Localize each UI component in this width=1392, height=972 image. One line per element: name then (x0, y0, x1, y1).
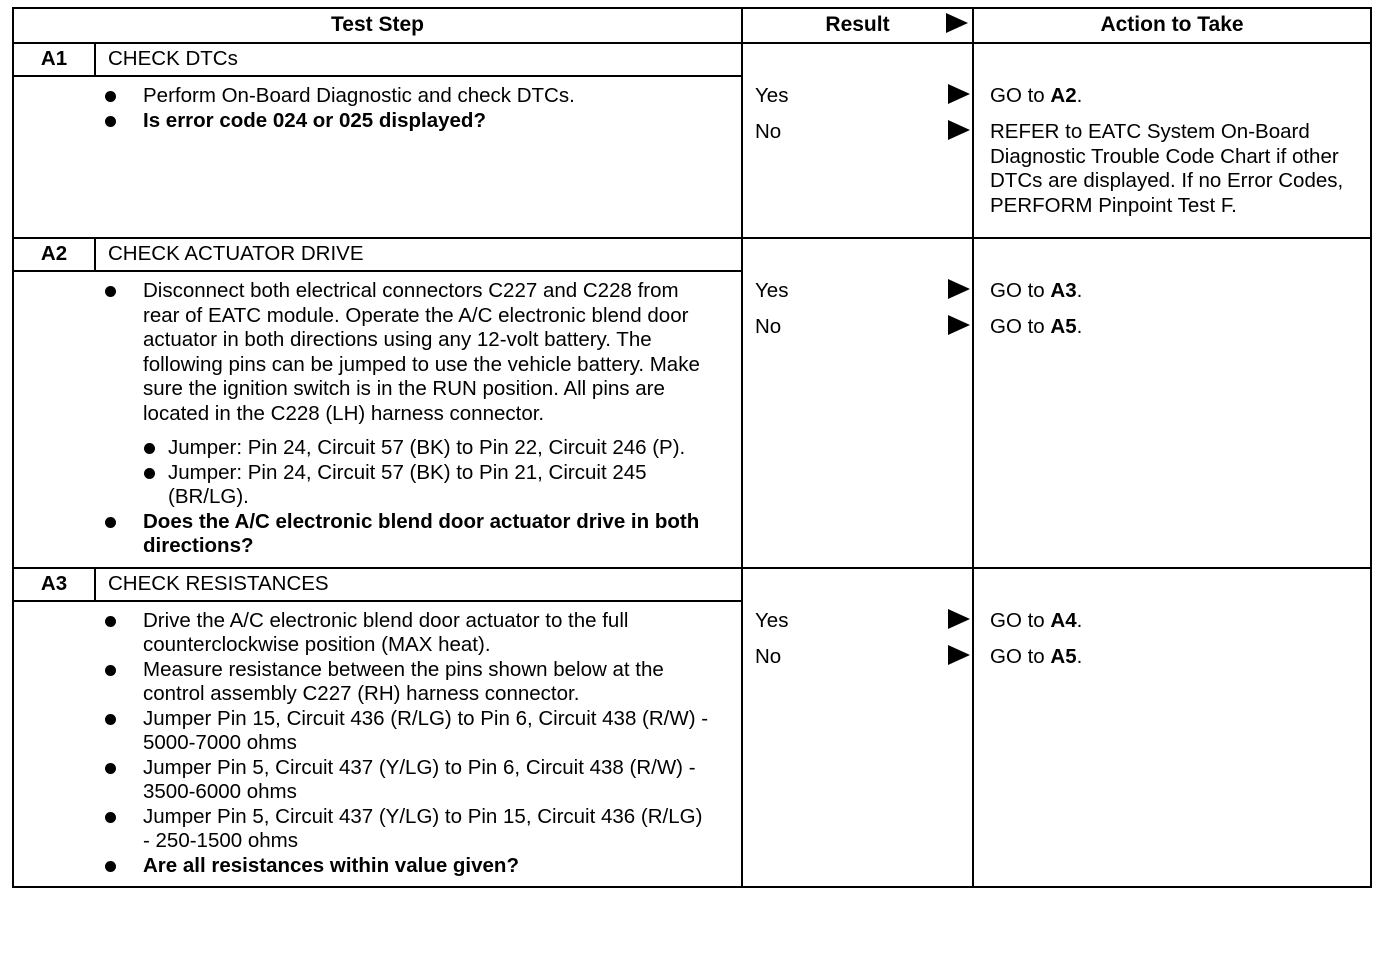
result-label: No (755, 120, 782, 143)
action-no (990, 120, 1356, 218)
result-label: Yes (755, 84, 789, 107)
arrow-right-icon (948, 609, 970, 629)
sub-bullets (143, 436, 711, 510)
arrow-right-icon (948, 645, 970, 665)
list-item (143, 279, 711, 510)
step-id: A3 (13, 568, 95, 601)
action-suffix: . (1076, 279, 1083, 302)
action-cell (973, 238, 1371, 568)
result-no (743, 645, 972, 681)
sub-list-item: Jumper: Pin 24, Circuit 57 (BK) to Pin 22, Circuit 246 (P). (168, 436, 711, 461)
step-title: CHECK RESISTANCES (95, 568, 742, 601)
result-yes (743, 279, 972, 315)
action-ref: A5 (1050, 315, 1077, 338)
header-row (13, 8, 1371, 43)
action-text: GO to (990, 84, 1051, 107)
pinpoint-test-page (12, 7, 1370, 888)
step-title: CHECK DTCs (95, 43, 742, 76)
step-id-spacer (13, 601, 95, 888)
result-cell (742, 568, 973, 888)
arrow-right-icon (948, 120, 970, 140)
action-suffix: . (1076, 315, 1083, 338)
action-cell (973, 568, 1371, 888)
result-yes (743, 609, 972, 645)
arrow-right-icon (946, 13, 968, 33)
action-yes (990, 84, 1356, 120)
result-label: No (755, 644, 782, 668)
step-title-row (13, 238, 1371, 271)
result-cell (742, 238, 973, 568)
step-id: A1 (13, 43, 95, 76)
list-item: Measure resistance between the pins shown below at the control assembly C227 (RH) harness connector. (143, 658, 711, 707)
step-question: Does the A/C electronic blend door actuator drive in both directions? (143, 510, 711, 559)
pinpoint-test-table (12, 7, 1372, 888)
action-ref: A2 (1050, 84, 1077, 107)
action-ref: A3 (1050, 279, 1077, 302)
result-label: No (755, 315, 782, 338)
result-label: Yes (755, 608, 789, 632)
action-suffix: . (1076, 644, 1083, 668)
list-item: Perform On-Board Diagnostic and check DTCs. (143, 84, 711, 109)
arrow-right-icon (948, 315, 970, 335)
step-question: Are all resistances within value given? (143, 854, 711, 879)
step-bullets (95, 602, 741, 887)
list-item: Jumper Pin 5, Circuit 437 (Y/LG) to Pin 15, Circuit 436 (R/LG) - 250-1500 ohms (143, 805, 711, 854)
step-body (95, 76, 742, 238)
action-ref: A4 (1050, 608, 1077, 632)
arrow-right-icon (948, 84, 970, 104)
step-title-row (13, 43, 1371, 76)
result-no (743, 315, 972, 351)
action-text: GO to (990, 644, 1051, 668)
step-bullets (95, 272, 741, 567)
step-id-spacer (13, 76, 95, 238)
action-cell (973, 43, 1371, 238)
list-item: Jumper Pin 5, Circuit 437 (Y/LG) to Pin 6, Circuit 438 (R/W) - 3500-6000 ohms (143, 756, 711, 805)
step-id: A2 (13, 238, 95, 271)
action-no (990, 645, 1356, 681)
result-label: Yes (755, 279, 789, 302)
header-result-label: Result (825, 13, 890, 37)
step-id-spacer (13, 271, 95, 568)
header-action: Action to Take (973, 8, 1371, 43)
result-no (743, 120, 972, 156)
action-suffix: . (1076, 84, 1083, 107)
action-text: REFER to EATC System On-Board Diagnostic Trouble Code Chart if other DTCs are displayed. If no Error Codes, PERFORM Pinpoint Test F. (990, 120, 1344, 217)
action-suffix: . (1076, 608, 1083, 632)
header-test-step: Test Step (13, 8, 742, 43)
step-question: Is error code 024 or 025 displayed? (143, 109, 711, 134)
list-item: Jumper Pin 15, Circuit 436 (R/LG) to Pin 6, Circuit 438 (R/W) - 5000-7000 ohms (143, 707, 711, 756)
action-yes (990, 609, 1356, 645)
step-body (95, 271, 742, 568)
step-body (95, 601, 742, 888)
step-bullets (95, 77, 741, 141)
action-yes (990, 279, 1356, 315)
list-item-text: Disconnect both electrical connectors C227 and C228 from rear of EATC module. Operate the A/C electronic blend door actuator in both directions using any 12-volt battery. The following pins can be jumped to use the vehicle battery. Make sure the ignition switch is in the RUN position. All pins are located in the C228 (LH) harness connector. (143, 279, 700, 425)
action-text: GO to (990, 315, 1051, 338)
sub-list-item: Jumper: Pin 24, Circuit 57 (BK) to Pin 21, Circuit 245 (BR/LG). (168, 461, 711, 510)
action-text: GO to (990, 279, 1051, 302)
header-result (742, 8, 973, 43)
arrow-right-icon (948, 279, 970, 299)
result-yes (743, 84, 972, 120)
action-ref: A5 (1050, 644, 1077, 668)
action-text: GO to (990, 608, 1051, 632)
step-title-row (13, 568, 1371, 601)
action-no (990, 315, 1356, 351)
step-title: CHECK ACTUATOR DRIVE (95, 238, 742, 271)
result-cell (742, 43, 973, 238)
list-item: Drive the A/C electronic blend door actuator to the full counterclockwise position (MAX heat). (143, 609, 711, 658)
